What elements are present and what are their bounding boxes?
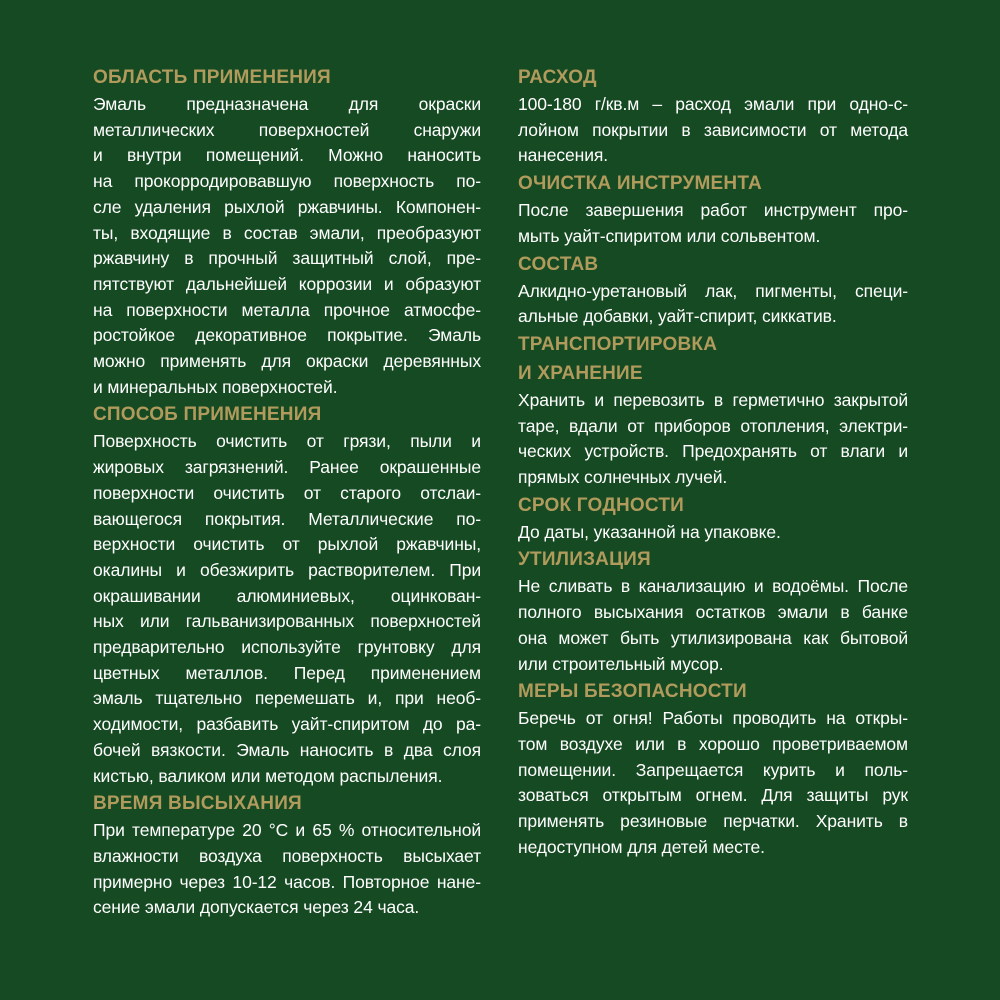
text-line: зоваться открытым огнем. Для защиты рук	[518, 785, 908, 806]
text-line: полного высыхания остатков эмали в банке	[518, 602, 908, 623]
section-heading: РАСХОД	[518, 67, 597, 88]
text-line: Беречь от огня! Работы проводить на откры-	[518, 708, 908, 729]
text-line: прямых солнечных лучей.	[518, 467, 728, 488]
text-line: Алкидно-уретановый лак, пигменты, специ-	[518, 280, 908, 301]
text-line: верхности очистить от рыхлой ржавчины,	[93, 534, 481, 555]
section-text	[518, 706, 908, 860]
text-line: окрашивании алюминиевых, оцинкован-	[93, 585, 481, 606]
text-line: помещении. Запрещается курить и поль-	[518, 759, 908, 780]
text-line: ты, входящие в состав эмали, преобразуют	[93, 222, 481, 243]
section-transport-storage	[518, 330, 908, 491]
section-heading: СОСТАВ	[518, 253, 599, 275]
text-line: ржавчину в прочный защитный слой, пре-	[93, 248, 481, 269]
section-text	[518, 574, 908, 677]
section-consumption	[518, 63, 908, 169]
text-line: предварительно используйте грунтовку для	[93, 637, 481, 658]
text-line: бочей вязкости. Эмаль наносить в два слоя	[93, 739, 481, 760]
text-line: таре, вдали от приборов отопления, электри-	[518, 415, 908, 436]
section-tool-cleaning	[518, 169, 908, 249]
text-line: влажности воздуха поверхность высыхает	[93, 845, 481, 866]
text-line: применять резиновые перчатки. Хранить в	[518, 811, 908, 832]
text-line: или строительный мусор.	[518, 653, 724, 674]
text-line: 100-180 г/кв.м – расход эмали при одно-с-	[518, 94, 908, 114]
text-line: жировых загрязнений. Ранее окрашенные	[93, 457, 481, 478]
section-heading: СРОК ГОДНОСТИ	[518, 494, 684, 516]
section-shelf-life	[518, 491, 908, 546]
section-heading: ВРЕМЯ ВЫСЫХАНИЯ	[93, 793, 302, 815]
section-text	[518, 388, 908, 491]
text-line: она может быть утилизирована как бытовой	[518, 627, 908, 648]
text-line: пятствуют дальнейшей коррозии и образуют	[93, 273, 481, 294]
text-line: При температуре 20 °С и 65 % относительной	[93, 820, 481, 841]
text-line: Эмаль предназначена для окраски	[93, 94, 481, 114]
text-line: недоступном для детей месте.	[518, 836, 765, 857]
section-heading: УТИЛИЗАЦИЯ	[518, 549, 651, 571]
section-text	[518, 198, 908, 249]
section-text	[93, 429, 481, 789]
text-line: на прокорродировавшую поверхность по-	[93, 171, 481, 192]
text-line: примерно через 10-12 часов. Повторное нане-	[93, 871, 481, 892]
section-safety-measures	[518, 677, 908, 860]
text-line: ческих устройств. Предохранять от влаги и	[518, 441, 908, 462]
text-line: лойном покрытии в зависимости от метода	[518, 119, 908, 140]
section-disposal	[518, 545, 908, 677]
text-line: на поверхности металла прочное атмосфе-	[93, 299, 481, 320]
text-line: После завершения работ инструмент про-	[518, 200, 908, 221]
text-line: ных или гальванизированных поверхностей	[93, 611, 481, 632]
section-heading: СПОСОБ ПРИМЕНЕНИЯ	[93, 404, 322, 426]
text-line: кистью, валиком или методом распыления.	[93, 765, 443, 786]
text-line: можно применять для окраски деревянных	[93, 351, 481, 372]
text-line: ходимости, разбавить уайт-спиритом до ра-	[93, 714, 481, 735]
text-line: цветных металлов. Перед применением	[93, 662, 481, 683]
section-heading: ТРАНСПОРТИРОВКА И ХРАНЕНИЕ	[518, 333, 718, 384]
section-text	[518, 279, 908, 330]
text-line: ростойкое декоративное покрытие. Эмаль	[93, 325, 481, 346]
section-drying-time	[93, 789, 481, 921]
text-line: вающегося покрытия. Металлические по-	[93, 508, 481, 529]
text-line: металлических поверхностей снаружи	[93, 119, 481, 140]
text-line: поверхности очистить от старого отслаи-	[93, 482, 481, 503]
section-heading: ОБЛАСТЬ ПРИМЕНЕНИЯ	[93, 67, 331, 88]
text-line: альные добавки, уайт-спирит, сиккатив.	[518, 306, 837, 327]
section-composition	[518, 250, 908, 330]
section-text	[93, 818, 481, 921]
text-line: нанесения.	[518, 145, 609, 166]
section-text	[93, 92, 481, 400]
text-line: Хранить и перевозить в герметично закрытой	[518, 389, 908, 410]
text-line: сле удаления рыхлой ржавчины. Компонен-	[93, 196, 481, 217]
left-column	[93, 63, 481, 921]
text-line: сение эмали допускается через 24 часа.	[93, 897, 420, 918]
text-line: мыть уайт-спиритом или сольвентом.	[518, 225, 821, 246]
section-text	[518, 520, 908, 546]
text-line: окалины и обезжирить растворителем. При	[93, 559, 481, 580]
section-application-method	[93, 400, 481, 789]
text-line: До даты, указанной на упаковке.	[518, 521, 781, 542]
text-line: и минеральных поверхностей.	[93, 376, 338, 397]
right-column	[518, 63, 908, 860]
text-line: эмаль тщательно перемешать и, при необ-	[93, 688, 481, 709]
section-text	[518, 92, 908, 169]
text-line: том воздухе или в хорошо проветриваемом	[518, 733, 908, 754]
text-line: и внутри помещений. Можно наносить	[93, 145, 481, 166]
section-heading: ОЧИСТКА ИНСТРУМЕНТА	[518, 173, 762, 195]
section-heading: МЕРЫ БЕЗОПАСНОСТИ	[518, 681, 747, 703]
text-line: Не сливать в канализацию и водоёмы. После	[518, 576, 908, 597]
text-line: Поверхность очистить от грязи, пыли и	[93, 431, 481, 452]
section-application-area	[93, 63, 481, 400]
